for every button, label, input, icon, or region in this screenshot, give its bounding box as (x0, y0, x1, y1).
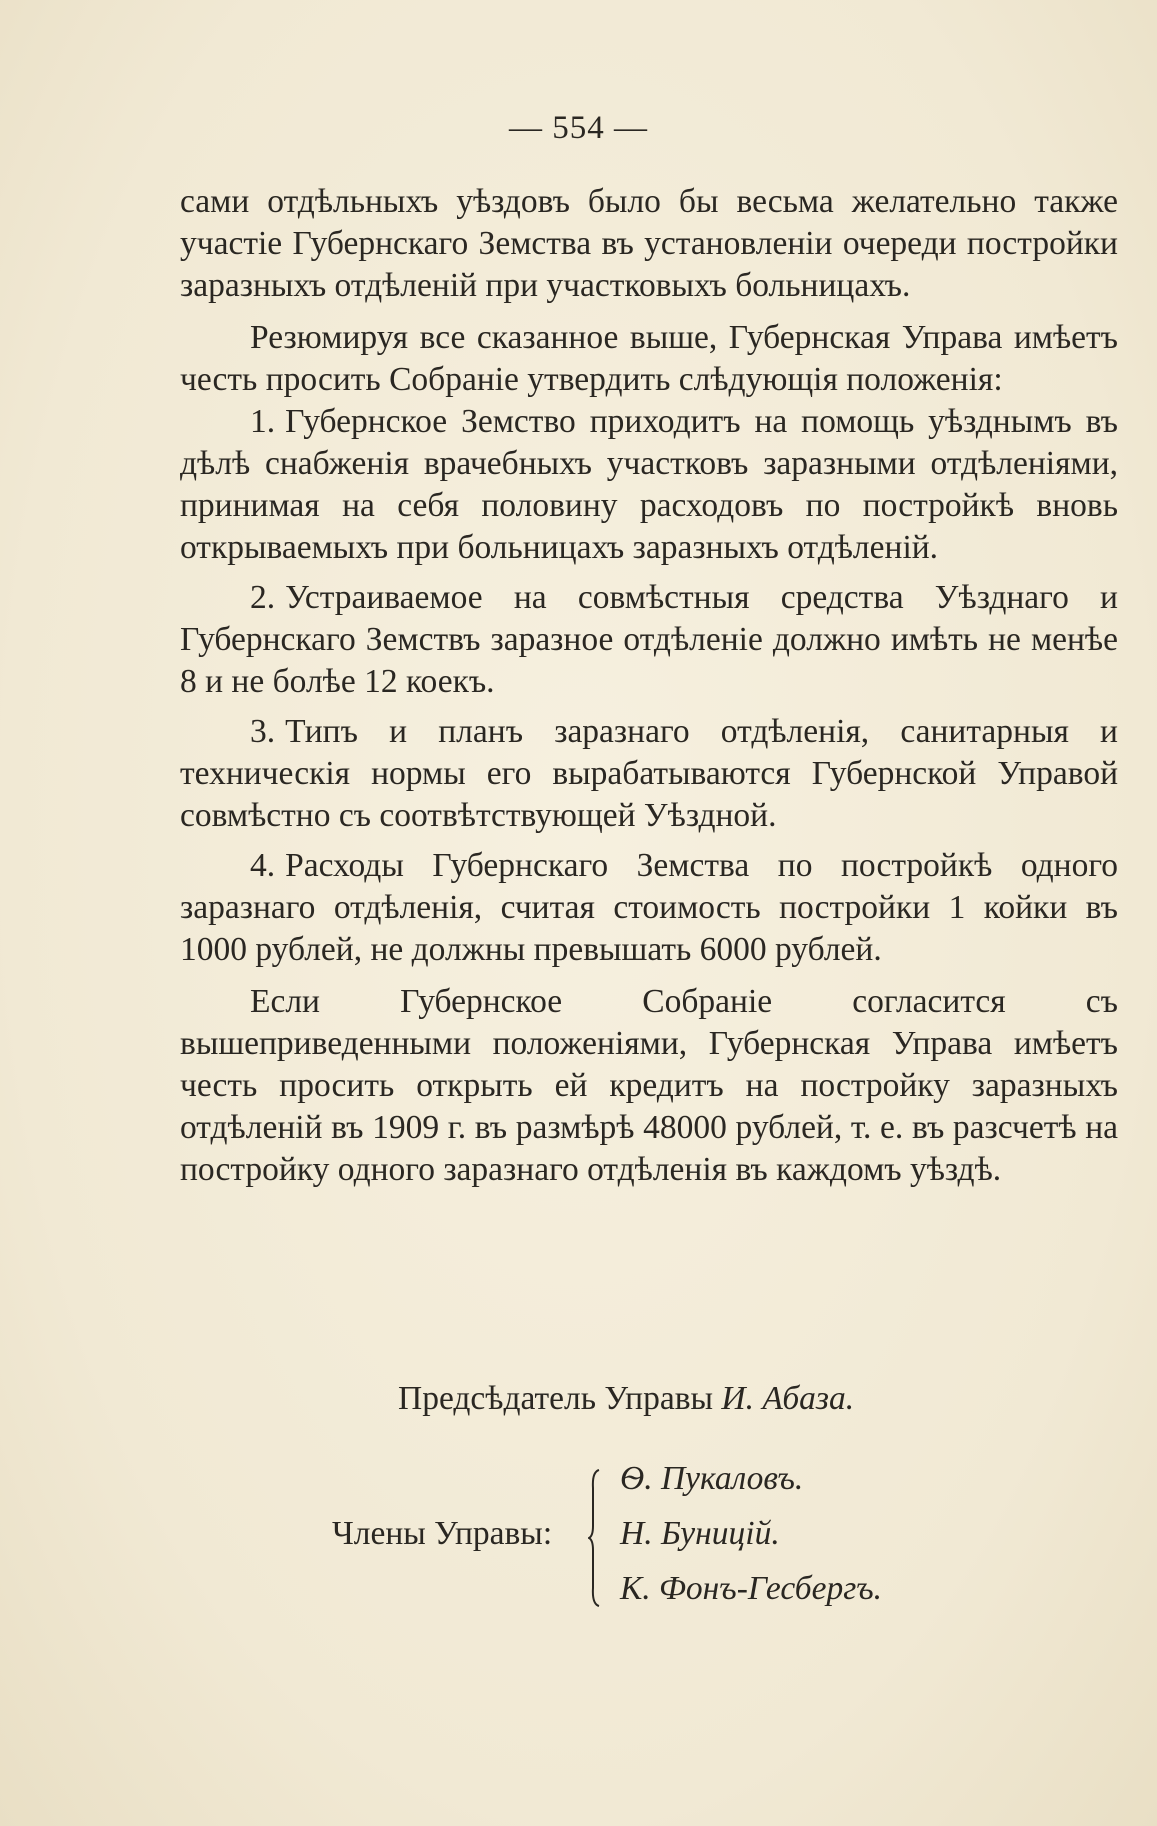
paragraph-continuation: сами отдѣльныхъ уѣздовъ было бы весьма желательно также участіе Губернскаго Земства въ установленіи очереди постройки заразныхъ отдѣленій при участковыхъ больницахъ. (180, 183, 1118, 304)
list-item (180, 711, 1118, 837)
chairman-title: Предсѣдатель Управы (398, 1380, 714, 1417)
list-item-text: Губернское Земство приходитъ на помощь уѣзднымъ въ дѣлѣ снабженія врачебныхъ участковъ заразными отдѣленіями, принимая на себя половину расходовъ по постройкѣ вновь открываемыхъ при больницахъ заразныхъ отдѣленій. (180, 403, 1118, 566)
list-item (180, 845, 1118, 971)
brace-icon (588, 1468, 602, 1608)
list-item-text: Типъ и планъ заразнаго отдѣленія, санитарныя и техническія нормы его вырабатываются Губернской Управой совмѣстно съ соотвѣтствующей Уѣздной. (180, 713, 1118, 834)
list-item (180, 401, 1118, 569)
member-signature: Н. Буницій. (620, 1515, 780, 1552)
paragraph-closing: Если Губернское Собраніе согласится съ вышеприведенными положеніями, Губернская Управа имѣетъ честь просить открыть ей кредитъ на постройку заразныхъ отдѣленій въ 1909 г. въ размѣрѣ 48000 рублей, т. е. въ разсчетѣ на постройку одного заразнаго отдѣленія въ каждомъ уѣздѣ. (180, 983, 1118, 1188)
member-signature: К. Фонъ-Гесбергъ. (620, 1570, 883, 1607)
members-label: Члены Управы: (332, 1515, 553, 1552)
list-item-text: Расходы Губернскаго Земства по постройкѣ одного заразнаго отдѣленія, считая стоимость постройки 1 койки въ 1000 рублей, не должны превышать 6000 рублей. (180, 847, 1118, 968)
list-item-text: Устраиваемое на совмѣстныя средства Уѣзднаго и Губернскаго Земствъ заразное отдѣленіе должно имѣть не менѣе 8 и не болѣе 12 коекъ. (180, 579, 1118, 700)
list-item-number: 2. (250, 579, 276, 616)
body-text (180, 181, 1118, 1191)
chairman-signature (398, 1380, 854, 1418)
chairman-name: И. Абаза. (721, 1380, 855, 1417)
list-item-number: 4. (250, 847, 276, 884)
list-item (180, 577, 1118, 703)
list-item-number: 3. (250, 713, 276, 750)
page-number: — 554 — (509, 110, 648, 146)
member-signature: Ѳ. Пукаловъ. (620, 1460, 804, 1497)
list-item-number: 1. (250, 403, 276, 440)
paragraph-resolution-intro: Резюмируя все сказанное выше, Губернская Управа имѣетъ честь просить Собраніе утвердить слѣдующія положенія: (180, 319, 1118, 398)
